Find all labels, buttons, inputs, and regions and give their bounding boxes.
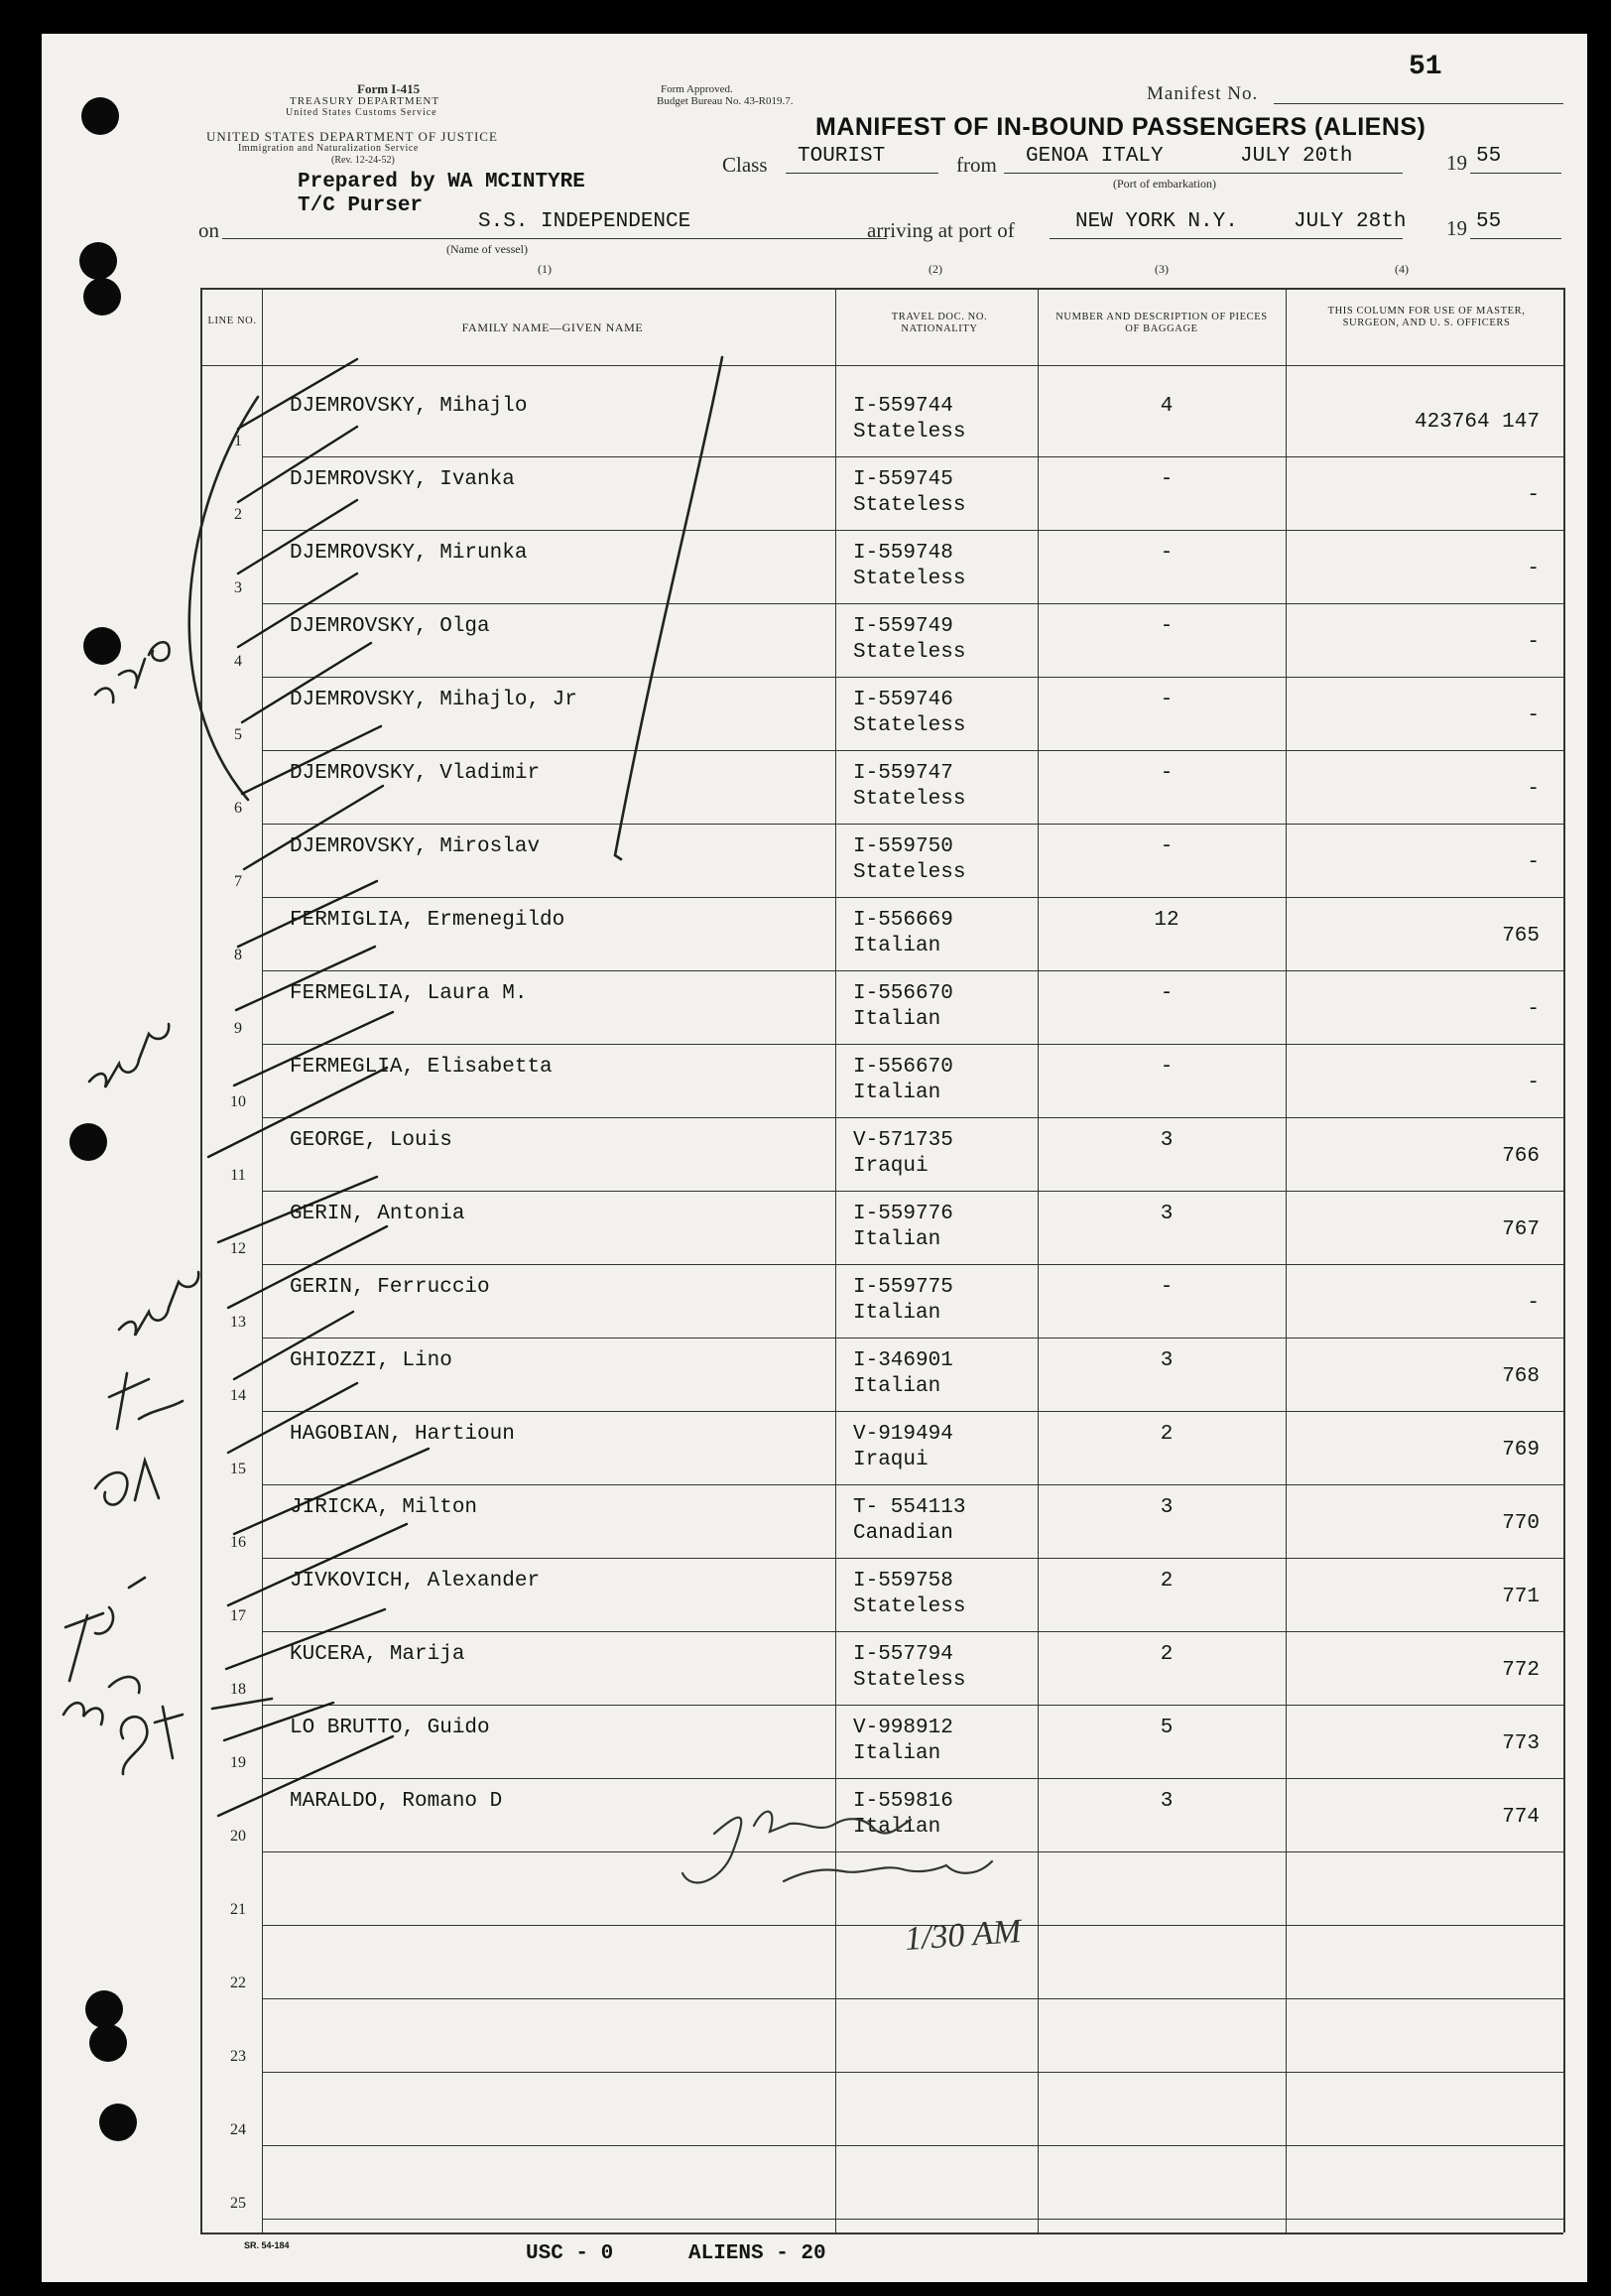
punch-hole (81, 97, 119, 135)
vessel-caption: (Name of vessel) (446, 242, 528, 256)
nationality: Italian (853, 1816, 941, 1839)
travel-doc-number: I-559758 (853, 1570, 953, 1593)
row-separator (262, 530, 1563, 531)
line-number: 19 (230, 1754, 246, 1771)
row-separator (262, 1411, 1563, 1412)
treasury-department: TREASURY DEPARTMENT (290, 95, 440, 107)
passenger-name: JIRICKA, Milton (290, 1496, 478, 1519)
officer-entry: - (1527, 778, 1540, 801)
travel-doc-number: I-559775 (853, 1276, 953, 1299)
row-separator (262, 1338, 1563, 1339)
line-number: 8 (234, 947, 242, 963)
travel-doc-number: I-559745 (853, 468, 953, 491)
line-number: 3 (234, 579, 242, 596)
punch-hole (83, 627, 121, 665)
punch-hole (89, 2024, 127, 2062)
row-separator (262, 1851, 1563, 1852)
nationality: Iraqui (853, 1449, 929, 1471)
travel-doc-number: T- 554113 (853, 1496, 966, 1519)
baggage-count: - (1160, 542, 1174, 565)
officer-entry: - (1527, 851, 1540, 874)
name-col-divider (835, 288, 836, 2232)
year-prefix-2: 19 (1446, 216, 1467, 240)
nationality: Stateless (853, 641, 966, 664)
passenger-name: FERMEGLIA, Elisabetta (290, 1056, 553, 1079)
passenger-name: GERIN, Antonia (290, 1203, 465, 1225)
officer-entry: - (1527, 704, 1540, 727)
baggage-count: - (1160, 762, 1174, 785)
table-top-border (200, 288, 1563, 290)
travel-doc-number: I-559748 (853, 542, 953, 565)
baggage-count: 3 (1160, 1129, 1174, 1152)
baggage-count: - (1160, 835, 1174, 858)
manifest-no-label: Manifest No. (1147, 83, 1259, 104)
row-separator (262, 1117, 1563, 1118)
header-baggage: NUMBER AND DESCRIPTION OF PIECES OF BAGGAGE (1055, 312, 1268, 334)
line-number: 21 (230, 1901, 246, 1918)
line-number: 25 (230, 2195, 246, 2212)
passenger-name: GHIOZZI, Lino (290, 1349, 452, 1372)
officer-entry: 768 (1502, 1365, 1540, 1388)
travel-doc-number: I-559749 (853, 615, 953, 638)
prepared-by: Prepared by WA MCINTYRE (298, 171, 585, 193)
passenger-name: DJEMROVSKY, Olga (290, 615, 490, 638)
officer-entry: 769 (1502, 1439, 1540, 1462)
manifest-title: MANIFEST OF IN-BOUND PASSENGERS (ALIENS) (815, 113, 1426, 141)
passenger-name: LO BRUTTO, Guido (290, 1717, 490, 1739)
nationality: Stateless (853, 421, 966, 444)
travel-doc-number: I-559744 (853, 395, 953, 418)
class-label: Class (722, 153, 768, 177)
baggage-col-divider (1286, 288, 1287, 2232)
nationality: Italian (853, 1082, 941, 1104)
vessel-name: S.S. INDEPENDENCE (478, 210, 691, 233)
passenger-name: MARALDO, Romano D (290, 1790, 503, 1813)
row-separator (262, 824, 1563, 825)
row-separator (262, 603, 1563, 604)
row-separator (262, 2219, 1563, 2220)
header-name: FAMILY NAME—GIVEN NAME (461, 320, 644, 334)
row-separator (262, 897, 1563, 898)
line-number: 17 (230, 1607, 246, 1624)
line-number: 9 (234, 1020, 242, 1037)
passenger-name: GEORGE, Louis (290, 1129, 452, 1152)
punch-hole (69, 1123, 107, 1161)
row-separator (262, 2145, 1563, 2146)
officer-entry: - (1527, 1292, 1540, 1315)
nationality: Stateless (853, 1669, 966, 1692)
travel-doc-number: I-346901 (853, 1349, 953, 1372)
baggage-count: - (1160, 689, 1174, 711)
line-number: 22 (230, 1975, 246, 1991)
year-line-2 (1470, 238, 1561, 239)
officer-entry: 767 (1502, 1218, 1540, 1241)
line-number: 24 (230, 2121, 246, 2138)
passenger-name: FERMEGLIA, Laura M. (290, 982, 528, 1005)
justice-department: UNITED STATES DEPARTMENT OF JUSTICE (206, 129, 498, 144)
row-separator (262, 750, 1563, 751)
table-right-border (1563, 288, 1565, 2232)
arrival-date: JULY 28th (1294, 210, 1407, 233)
line-number: 18 (230, 1681, 246, 1698)
travel-doc-number: I-559816 (853, 1790, 953, 1813)
year-line-1 (1470, 173, 1561, 174)
header-bottom-border (200, 365, 1563, 366)
row-separator (262, 456, 1563, 457)
passenger-name: DJEMROVSKY, Mirunka (290, 542, 528, 565)
header-officers: THIS COLUMN FOR USE OF MASTER, SURGEON, AND U. S. OFFICERS (1327, 306, 1526, 328)
baggage-count: - (1160, 1056, 1174, 1079)
manifest-page (42, 34, 1587, 2282)
passenger-name: DJEMROVSKY, Mihajlo, Jr (290, 689, 577, 711)
port-caption: (Port of embarkation) (1113, 177, 1216, 191)
header-line-no: LINE NO. (207, 316, 257, 326)
passenger-name: FERMIGLIA, Ermenegildo (290, 909, 565, 932)
travel-doc-number: I-559750 (853, 835, 953, 858)
baggage-count: 3 (1160, 1496, 1174, 1519)
row-separator (262, 2072, 1563, 2073)
row-separator (262, 1998, 1563, 1999)
line-number: 15 (230, 1461, 246, 1477)
baggage-count: 3 (1160, 1349, 1174, 1372)
line-number: 20 (230, 1828, 246, 1845)
customs-service: United States Customs Service (286, 107, 437, 118)
from-label: from (956, 153, 997, 177)
officer-entry: 423764 147 (1414, 411, 1540, 434)
year-prefix-1: 19 (1446, 151, 1467, 175)
arrival-year: 55 (1476, 210, 1502, 233)
embarkation-year: 55 (1476, 145, 1502, 168)
travel-doc-number: V-919494 (853, 1423, 953, 1446)
baggage-count: 4 (1160, 395, 1174, 418)
col-number-2: (2) (929, 262, 942, 276)
travel-doc-number: V-998912 (853, 1717, 953, 1739)
travel-doc-number: I-557794 (853, 1643, 953, 1666)
line-number: 10 (230, 1093, 246, 1110)
officer-entry: 765 (1502, 925, 1540, 948)
punch-hole (99, 2104, 137, 2141)
line-number: 11 (230, 1167, 246, 1184)
nationality: Italian (853, 1008, 941, 1031)
officer-entry: - (1527, 998, 1540, 1021)
manifest-number: 51 (1409, 52, 1442, 82)
nationality: Italian (853, 1302, 941, 1325)
passenger-name: JIVKOVICH, Alexander (290, 1570, 541, 1593)
officer-entry: - (1527, 558, 1540, 580)
officer-entry: 773 (1502, 1732, 1540, 1755)
travel-doc-number: I-556670 (853, 1056, 953, 1079)
header-travel-doc: TRAVEL DOC. NO. NATIONALITY (891, 312, 988, 334)
port-of-embarkation: GENOA ITALY (1026, 145, 1164, 168)
travel-doc-number: I-556670 (853, 982, 953, 1005)
col-number-3: (3) (1155, 262, 1169, 276)
embarkation-date: JULY 20th (1240, 145, 1353, 168)
officer-entry: - (1527, 484, 1540, 507)
baggage-count: 2 (1160, 1423, 1174, 1446)
nationality: Stateless (853, 1595, 966, 1618)
row-separator (262, 1631, 1563, 1632)
ins-service: Immigration and Naturalization Service (238, 143, 419, 154)
nationality: Italian (853, 1742, 941, 1765)
row-separator (262, 1484, 1563, 1485)
officer-entry: 771 (1502, 1586, 1540, 1608)
line-number: 1 (234, 433, 242, 449)
passenger-name: DJEMROVSKY, Vladimir (290, 762, 541, 785)
inspection-time: 1/30 AM (903, 1912, 1023, 1959)
baggage-count: - (1160, 982, 1174, 1005)
baggage-count: 2 (1160, 1570, 1174, 1593)
punch-hole (83, 278, 121, 316)
arrival-line (1050, 238, 1403, 239)
line-number: 23 (230, 2048, 246, 2065)
officer-entry: - (1527, 631, 1540, 654)
line-number: 12 (230, 1240, 246, 1257)
row-separator (262, 1705, 1563, 1706)
arrival-port: NEW YORK N.Y. (1075, 210, 1238, 233)
row-separator (262, 677, 1563, 678)
row-separator (262, 1044, 1563, 1045)
nationality: Stateless (853, 714, 966, 737)
travel-doc-number: V-571735 (853, 1129, 953, 1152)
passenger-name: KUCERA, Marija (290, 1643, 465, 1666)
vessel-line (222, 238, 887, 239)
baggage-count: 3 (1160, 1203, 1174, 1225)
passenger-name: DJEMROVSKY, Ivanka (290, 468, 515, 491)
footer-aliens-count: ALIENS - 20 (688, 2242, 826, 2265)
nationality: Stateless (853, 494, 966, 517)
travel-doc-number: I-559747 (853, 762, 953, 785)
officer-entry: 774 (1502, 1806, 1540, 1829)
passenger-name: HAGOBIAN, Hartioun (290, 1423, 515, 1446)
form-approved: Form Approved. (661, 83, 733, 95)
travel-doc-number: I-559746 (853, 689, 953, 711)
arriving-label: arriving at port of (867, 218, 1015, 242)
baggage-count: - (1160, 468, 1174, 491)
form-number: Form I-415 (357, 81, 421, 96)
nationality: Stateless (853, 861, 966, 884)
class-value: TOURIST (798, 145, 886, 168)
nationality: Stateless (853, 568, 966, 590)
line-number: 6 (234, 800, 242, 817)
line-number: 14 (230, 1387, 246, 1404)
col-number-4: (4) (1395, 262, 1409, 276)
line-number: 5 (234, 726, 242, 743)
nationality: Italian (853, 1228, 941, 1251)
form-code: SR. 54-184 (244, 2240, 290, 2250)
nationality: Iraqui (853, 1155, 929, 1178)
footer-usc-count: USC - 0 (526, 2242, 614, 2265)
travel-doc-number: I-559776 (853, 1203, 953, 1225)
officer-entry: 772 (1502, 1659, 1540, 1682)
baggage-count: - (1160, 615, 1174, 638)
manifest-no-line (1274, 103, 1563, 104)
nationality: Italian (853, 1375, 941, 1398)
line-number: 16 (230, 1534, 246, 1551)
class-line (786, 173, 938, 174)
baggage-count: 2 (1160, 1643, 1174, 1666)
passenger-name: DJEMROVSKY, Miroslav (290, 835, 541, 858)
table-left-border (200, 288, 202, 2232)
nationality: Canadian (853, 1522, 953, 1545)
line-number: 4 (234, 653, 242, 670)
passenger-name: DJEMROVSKY, Mihajlo (290, 395, 528, 418)
nationality: Italian (853, 935, 941, 957)
baggage-count: 12 (1154, 909, 1179, 932)
on-label: on (198, 218, 219, 242)
baggage-count: 5 (1160, 1717, 1174, 1739)
travel-doc-number: I-556669 (853, 909, 953, 932)
punch-hole (79, 242, 117, 280)
officer-entry: 766 (1502, 1145, 1540, 1168)
budget-bureau: Budget Bureau No. 43-R019.7. (657, 95, 794, 107)
officer-entry: - (1527, 1072, 1540, 1094)
doc-col-divider (1038, 288, 1039, 2232)
table-bottom-border (200, 2232, 1563, 2234)
line-col-divider (262, 288, 263, 2232)
row-separator (262, 1778, 1563, 1779)
nationality: Stateless (853, 788, 966, 811)
line-number: 2 (234, 506, 242, 523)
row-separator (262, 1191, 1563, 1192)
line-number: 13 (230, 1314, 246, 1331)
from-line (1004, 173, 1403, 174)
passenger-name: GERIN, Ferruccio (290, 1276, 490, 1299)
baggage-count: - (1160, 1276, 1174, 1299)
line-number: 7 (234, 873, 242, 890)
row-separator (262, 970, 1563, 971)
form-revision: (Rev. 12-24-52) (331, 155, 395, 166)
col-number-1: (1) (538, 262, 552, 276)
row-separator (262, 1264, 1563, 1265)
row-separator (262, 1558, 1563, 1559)
officer-entry: 770 (1502, 1512, 1540, 1535)
baggage-count: 3 (1160, 1790, 1174, 1813)
purser: T/C Purser (298, 194, 424, 217)
punch-hole (85, 1990, 123, 2028)
